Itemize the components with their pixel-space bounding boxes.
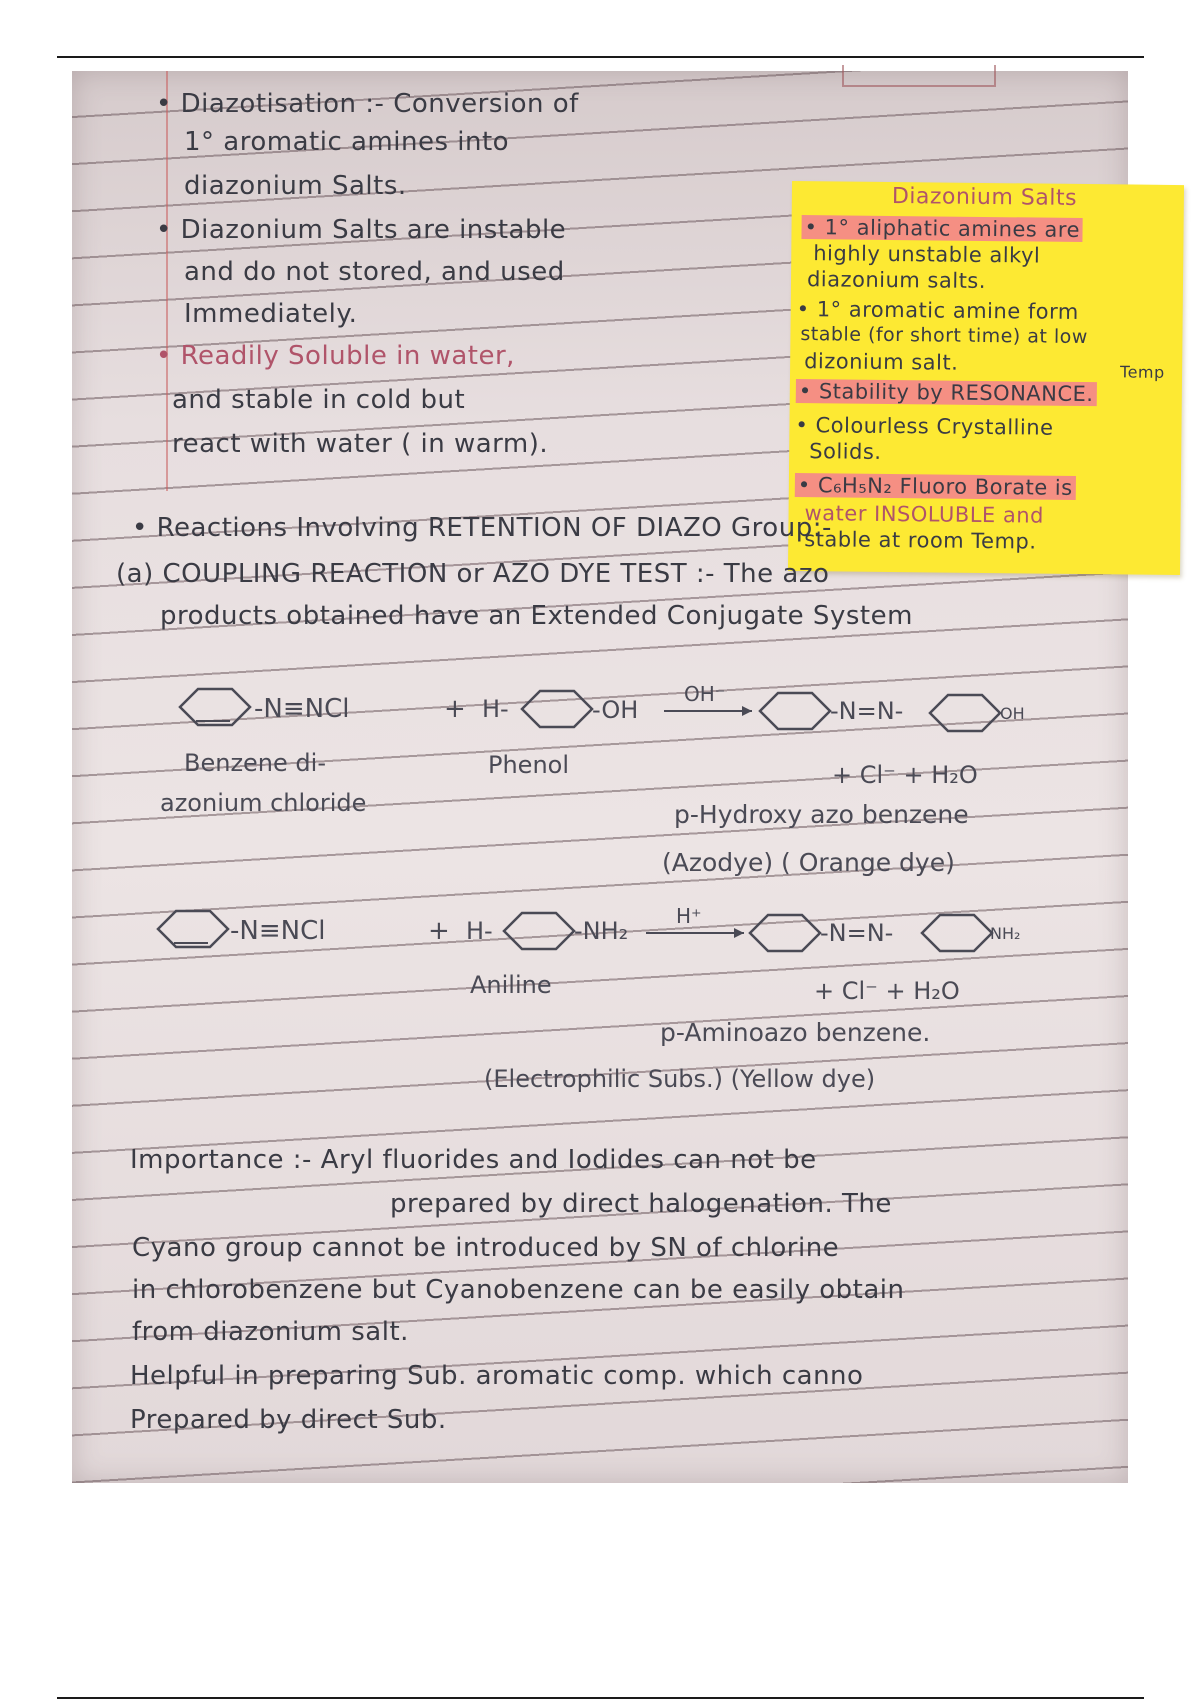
benzene-ring-icon — [922, 915, 992, 951]
r2-plus: + — [428, 916, 450, 946]
r2-h: H- — [466, 917, 493, 945]
note-unstable-line-3: Immediately. — [184, 299, 358, 329]
importance-line-2: prepared by direct halogenation. The — [390, 1189, 892, 1219]
r1-byproduct: + Cl⁻ + H₂O — [832, 761, 978, 789]
page-top-rule — [57, 56, 1144, 58]
importance-line-5: from diazonium salt. — [132, 1317, 409, 1347]
sticky-aliphatic-highlight: • 1° aliphatic amines are — [801, 215, 1083, 242]
r2-nh2: -NH₂ — [574, 917, 629, 945]
benzene-ring-icon — [750, 915, 820, 951]
r2-reactant-1: -N≡NCl — [230, 916, 326, 946]
note-unstable-line-2: and do not stored, and used — [184, 257, 565, 287]
note-soluble-line-1: • Readily Soluble in water, — [156, 341, 515, 371]
sticky-aliphatic-line-3: diazonium salts. — [806, 267, 987, 293]
benzene-ring-icon — [158, 911, 228, 947]
note-diazotisation-line-1: • Diazotisation :- Conversion of — [156, 89, 579, 119]
reaction-1 — [160, 682, 1025, 877]
r1-catalyst: OH⁻ — [684, 682, 726, 706]
sticky-fluoroborate-highlight: • C₆H₅N₂ Fluoro Borate is — [795, 473, 1076, 500]
benzene-ring-icon — [180, 689, 250, 725]
r1-oh: -OH — [592, 696, 639, 724]
coupling-line-2: products obtained have an Extended Conjugate System — [160, 601, 913, 631]
sticky-fluoroborate-line-2: water INSOLUBLE and — [804, 501, 1045, 528]
r1-label-azonium-chloride: azonium chloride — [160, 789, 367, 817]
sticky-aromatic-line-3: dizonium salt. — [804, 349, 959, 375]
sticky-aliphatic-line-2: highly unstable alkyl — [813, 241, 1041, 268]
sticky-aromatic-line-1: • 1° aromatic amine form — [796, 297, 1079, 324]
r1-label-phenol: Phenol — [488, 751, 570, 779]
importance-line-6: Helpful in preparing Sub. aromatic comp. which canno — [130, 1361, 864, 1391]
r2-catalyst: H⁺ — [676, 904, 702, 928]
r1-product-dye: (Azodye) ( Orange dye) — [662, 848, 955, 877]
r1-azo: -N=N- — [830, 697, 904, 725]
sticky-colourless-line-2: Solids. — [809, 439, 882, 464]
sticky-colourless-line-1: • Colourless Crystalline — [795, 413, 1054, 440]
r1-reactant-1: -N≡NCl — [254, 694, 350, 724]
r2-label-aniline: Aniline — [470, 971, 552, 999]
sticky-fluoroborate-line-3: stable at room Temp. — [804, 527, 1037, 554]
r2-product-dye: (Electrophilic Subs.) (Yellow dye) — [484, 1065, 876, 1093]
sticky-aromatic-temp: Temp — [1119, 362, 1165, 382]
r2-azo: -N=N- — [820, 919, 894, 947]
sticky-note-title: Diazonium Salts — [891, 184, 1078, 211]
r2-product-name: p-Aminoazo benzene. — [660, 1018, 931, 1047]
note-diazotisation-line-2: 1° aromatic amines into — [184, 127, 510, 157]
r2-arrowhead-icon — [734, 928, 744, 938]
coupling-line-1: (a) COUPLING REACTION or AZO DYE TEST :- The azo — [116, 559, 830, 589]
note-unstable-line-1: • Diazonium Salts are instable — [156, 215, 567, 245]
reaction-2 — [158, 904, 1020, 1093]
importance-line-4: in chlorobenzene but Cyanobenzene can be easily obtain — [132, 1275, 905, 1305]
r1-label-benzene-di: Benzene di- — [184, 749, 326, 777]
sticky-stability-highlight: • Stability by RESONANCE. — [796, 379, 1097, 406]
page-bottom-rule — [57, 1697, 1144, 1699]
sticky-aromatic-line-2: stable (for short time) at low — [800, 323, 1089, 349]
benzene-ring-icon — [930, 695, 1000, 731]
importance-line-3: Cyano group cannot be introduced by SN of chlorine — [132, 1233, 840, 1263]
r1-h: H- — [482, 695, 509, 723]
note-diazotisation-line-3: diazonium Salts. — [184, 171, 407, 201]
notebook-photo — [72, 71, 1165, 1483]
benzene-ring-icon — [760, 693, 830, 729]
note-soluble-line-2: and stable in cold but — [172, 385, 466, 415]
r1-tail: OH — [1000, 704, 1025, 723]
importance-line-7: Prepared by direct Sub. — [130, 1405, 447, 1435]
benzene-ring-icon — [504, 913, 574, 949]
importance-line-1: Importance :- Aryl fluorides and Iodides can not be — [130, 1145, 817, 1175]
r2-tail: NH₂ — [990, 924, 1021, 943]
reactions-heading: • Reactions Involving RETENTION OF DIAZO Group:- — [132, 513, 832, 543]
r1-product-name: p-Hydroxy azo benzene — [674, 800, 969, 829]
r1-plus: + — [444, 694, 466, 724]
reaction-schemes — [72, 71, 1128, 1483]
benzene-ring-icon — [522, 691, 592, 727]
r2-byproduct: + Cl⁻ + H₂O — [814, 977, 960, 1005]
note-soluble-line-3: react with water ( in warm). — [172, 429, 549, 459]
r1-arrowhead-icon — [742, 706, 752, 716]
